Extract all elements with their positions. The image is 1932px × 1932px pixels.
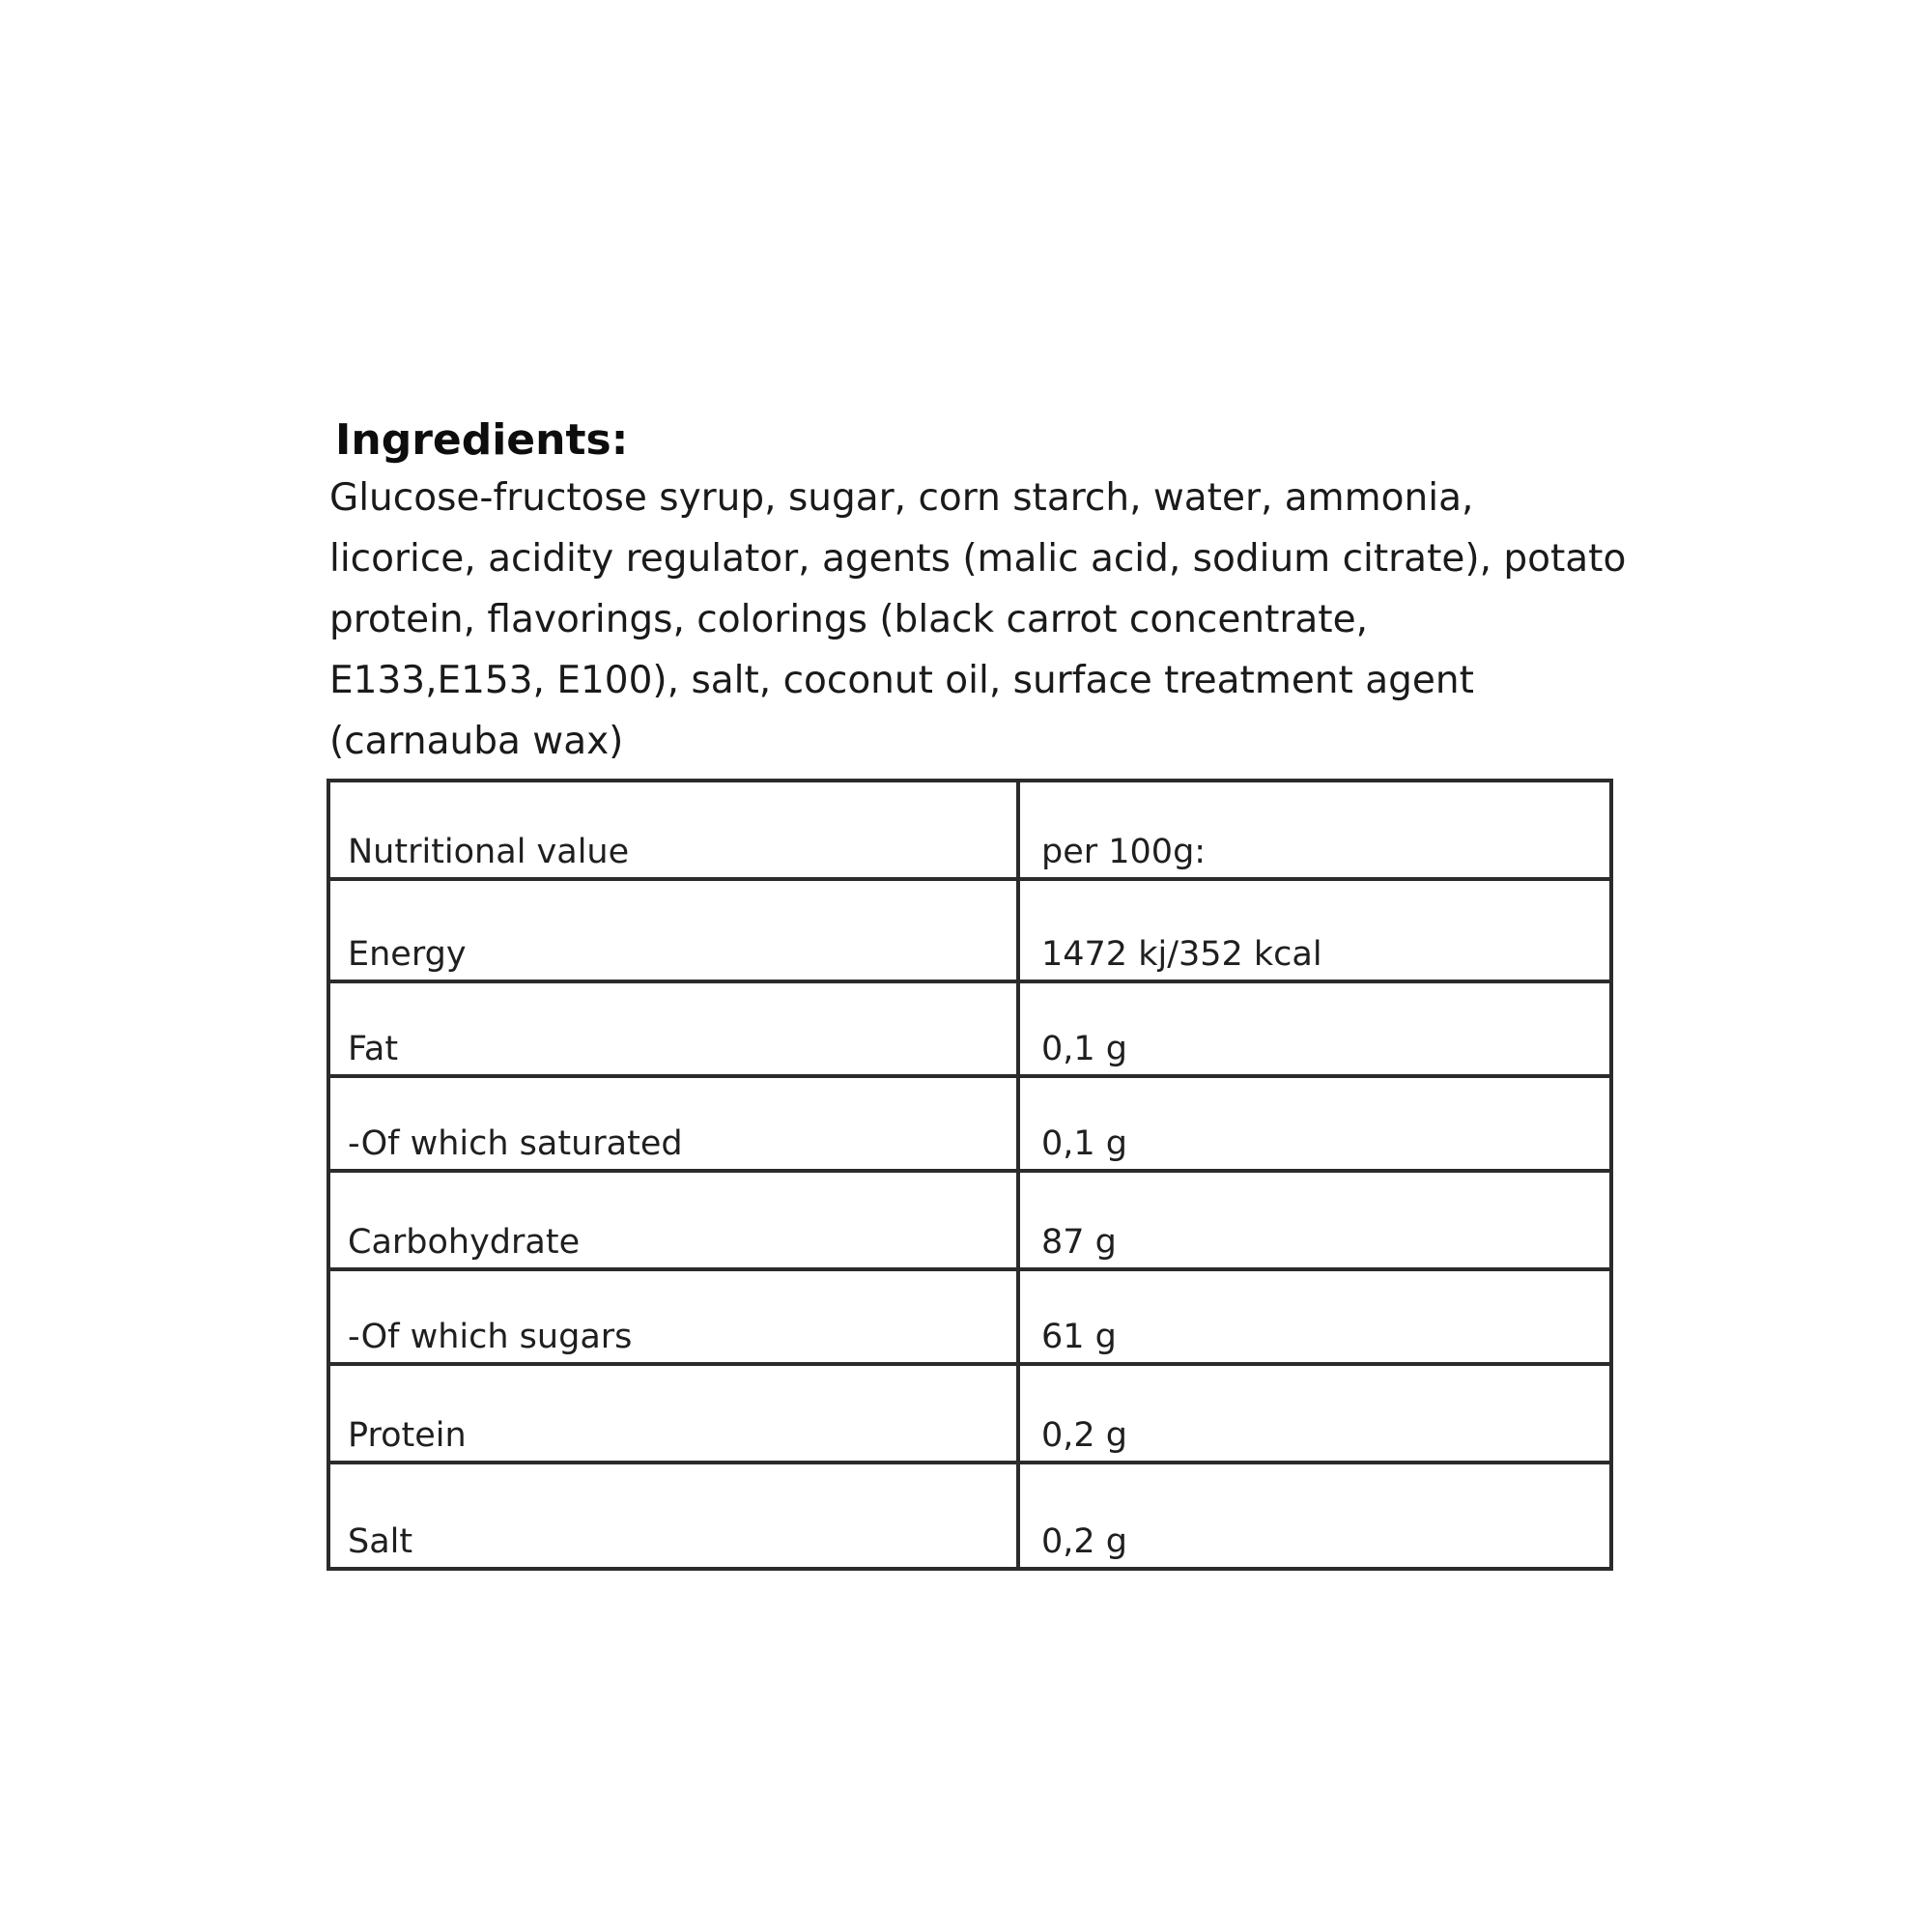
ingredients-line: (carnauba wax) [329,720,624,763]
nutrition-row-carbohydrate [328,1171,1611,1269]
nutrition-header-row [328,781,1611,879]
nutrition-row-protein [328,1364,1611,1463]
ingredients-heading: Ingredients: [335,415,629,465]
nutrition-value: 61 g [1018,1269,1611,1364]
nutrition-value: 87 g [1018,1171,1611,1269]
nutrition-row-sugars [328,1269,1611,1364]
ingredients-line: licorice, acidity regulator, agents (malic acid, sodium citrate), potato [329,537,1627,581]
nutrition-label: -Of which saturated [328,1076,1018,1171]
ingredients-text [329,468,1627,772]
nutrition-table [327,779,1613,1571]
nutrition-row-saturated [328,1076,1611,1171]
nutrition-label: Carbohydrate [328,1171,1018,1269]
nutrition-row-fat [328,981,1611,1076]
nutrition-value: 1472 kj/352 kcal [1018,879,1611,981]
nutrition-label: -Of which sugars [328,1269,1018,1364]
nutrition-value: 0,1 g [1018,1076,1611,1171]
nutrition-row-energy [328,879,1611,981]
nutrition-label: Salt [328,1463,1018,1569]
nutrition-value: 0,1 g [1018,981,1611,1076]
nutrition-header-label: Nutritional value [328,781,1018,879]
nutrition-label: Fat [328,981,1018,1076]
ingredients-line: E133,E153, E100), salt, coconut oil, surface treatment agent [329,659,1474,702]
ingredients-line: Glucose-fructose syrup, sugar, corn starch, water, ammonia, [329,476,1474,520]
nutrition-label: Energy [328,879,1018,981]
nutrition-header-value: per 100g: [1018,781,1611,879]
nutrition-value: 0,2 g [1018,1463,1611,1569]
nutrition-row-salt [328,1463,1611,1569]
nutrition-value: 0,2 g [1018,1364,1611,1463]
ingredients-line: protein, flavorings, colorings (black carrot concentrate, [329,598,1368,641]
nutrition-label: Protein [328,1364,1018,1463]
